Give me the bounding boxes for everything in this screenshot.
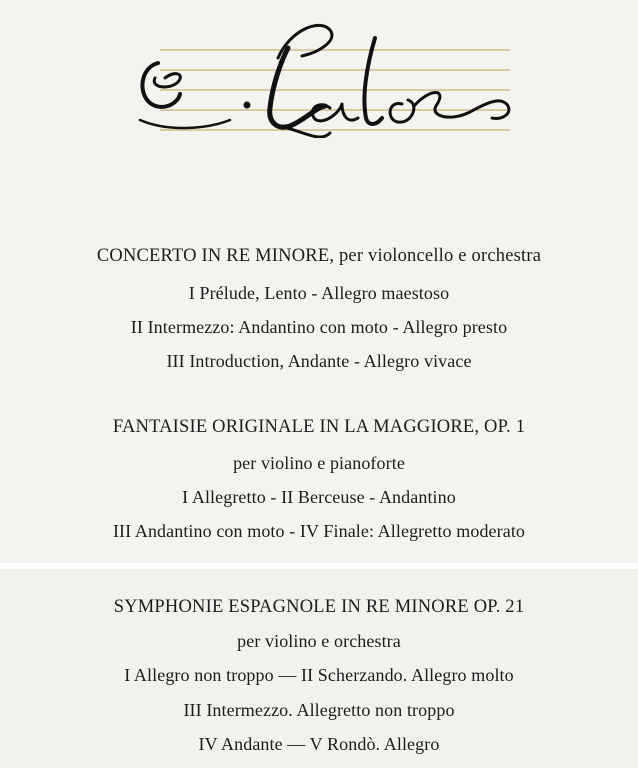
work-3-title: SYMPHONIE ESPAGNOLE IN RE MINORE OP. 21 bbox=[113, 597, 525, 617]
work-2-title: FANTAISIE ORIGINALE IN LA MAGGIORE, OP. 1 bbox=[112, 417, 526, 437]
work-1-movement-3: III Introduction, Andante - Allegro vivace bbox=[166, 351, 472, 371]
work-2-subtitle: per violino e pianoforte bbox=[233, 453, 405, 473]
work-1-heading bbox=[0, 246, 638, 267]
signature-image bbox=[130, 8, 520, 138]
signature-ink bbox=[140, 25, 509, 137]
work-3-movement-3: IV Andante — V Rondò. Allegro bbox=[198, 734, 440, 754]
work-1-movement-1: I Prélude, Lento - Allegro maestoso bbox=[188, 283, 450, 303]
work-2-movement-2: III Andantino con moto - IV Finale: Allegretto moderato bbox=[112, 521, 526, 541]
work-1-title: CONCERTO IN RE MINORE bbox=[96, 246, 330, 266]
work-1-subtitle: , per violoncello e orchestra bbox=[329, 246, 542, 266]
bottom-panel bbox=[0, 569, 638, 768]
work-3-movement-2: III Intermezzo. Allegretto non troppo bbox=[183, 700, 455, 720]
work-2-movement-1: I Allegretto - II Berceuse - Andantino bbox=[182, 487, 456, 507]
work-3-movement-1: I Allegro non troppo — II Scherzando. Allegro molto bbox=[124, 665, 514, 685]
work-3-subtitle: per violino e orchestra bbox=[237, 631, 401, 651]
work-1-movement-2: II Intermezzo: Andantino con moto - Allegro presto bbox=[130, 317, 508, 337]
